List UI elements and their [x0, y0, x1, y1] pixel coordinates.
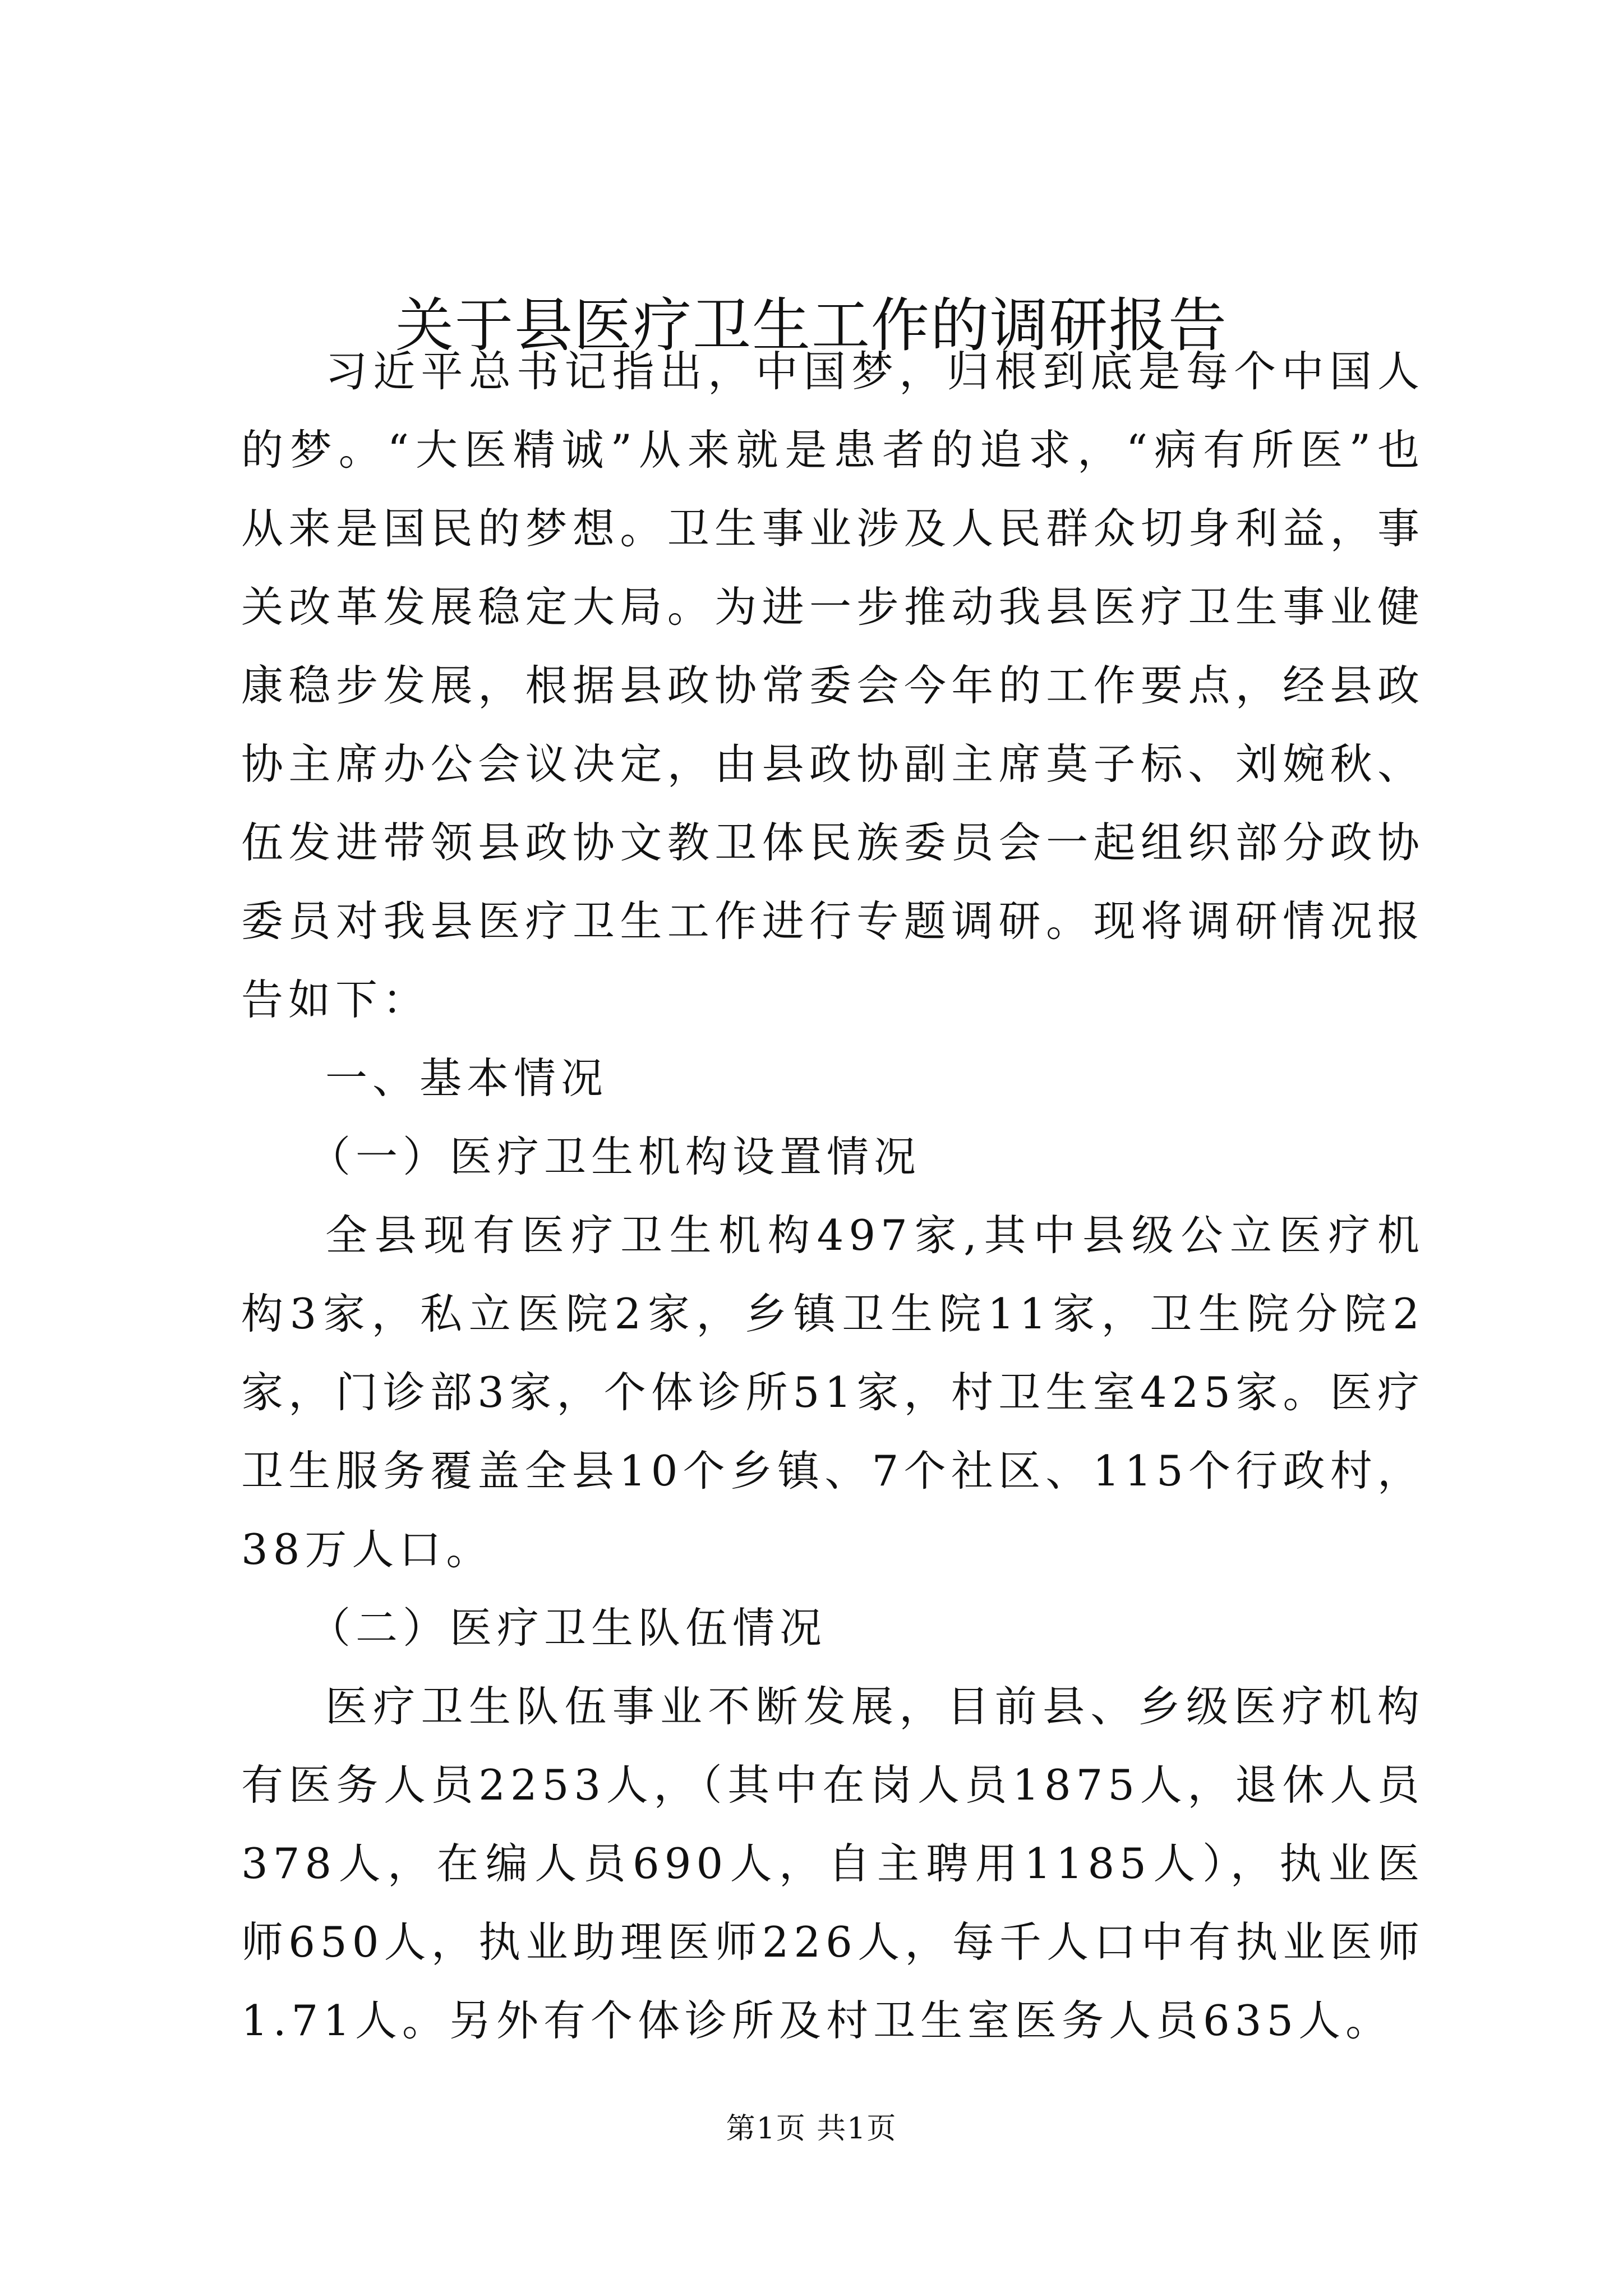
subsection-heading-institutions: （一）医疗卫生机构设置情况: [308, 1132, 921, 1181]
subsection-heading-staff: （二）医疗卫生队伍情况: [308, 1603, 827, 1653]
section-heading-basic-situation: 一、基本情况: [325, 1053, 608, 1103]
intro-paragraph: 习近平总书记指出，中国梦，归根到底是每个中国人的梦。“大医精诚”从来就是患者的追求，“病有所医”也从来是国民的梦想。卫生事业涉及人民群众切身利益，事关改革发展稳定大局。为进一步推动我县医疗卫生事业健康稳步发展，根据县政协常委会今年的工作要点，经县政协主席办公会议决定，由县政协副主席莫子标、刘婉秋、伍发进带领县政协文教卫体民族委员会一起组织部分政协委员对我县医疗卫生工作进行专题调研。现将调研情况报告如下：: [241, 347, 1424, 1024]
document-title: 关于县医疗卫生工作的调研报告: [395, 291, 1228, 360]
institutions-paragraph: 全县现有医疗卫生机构497家,其中县级公立医疗机构3家，私立医院2家，乡镇卫生院11家，卫生院分院2家，门诊部3家，个体诊所51家，村卫生室425家。医疗卫生服务覆盖全县10个乡镇、7个社区、115个行政村，38万人口。: [241, 1211, 1424, 1574]
document-body: [241, 332, 1424, 2060]
page-number-footer: 第1页 共1页: [726, 2112, 897, 2146]
staff-paragraph: 医疗卫生队伍事业不断发展，目前县、乡级医疗机构有医务人员2253人，（其中在岗人员1875人，退休人员378人，在编人员690人，自主聘用1185人），执业医师650人，执业助理医师226人，每千人口中有执业医师1.71人。另外有个体诊所及村卫生室医务人员635人。: [241, 1682, 1424, 2045]
